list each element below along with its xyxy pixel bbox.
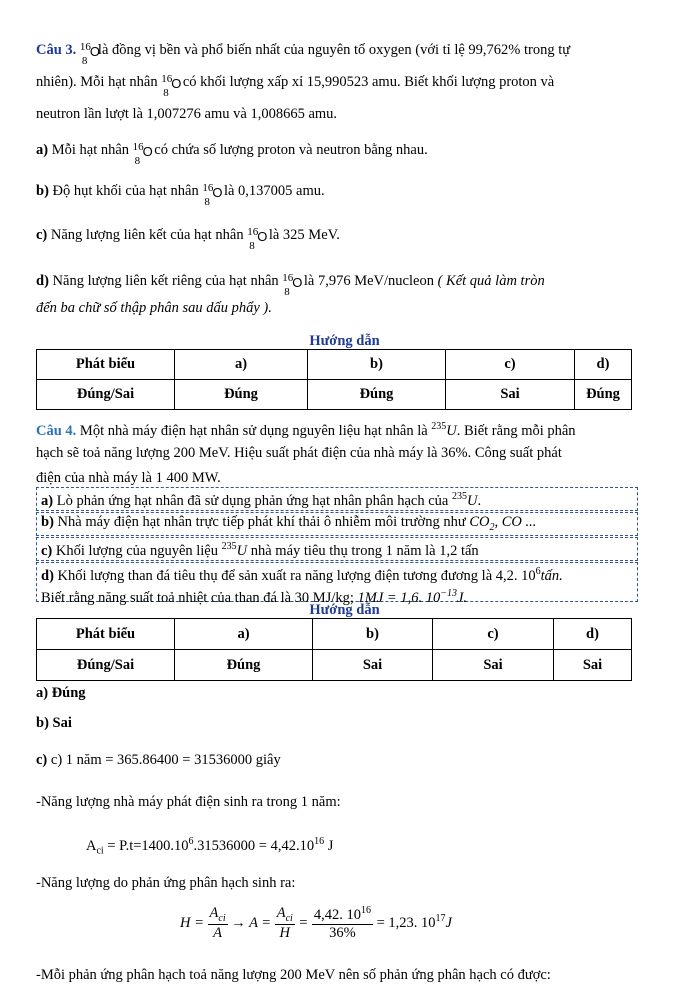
table-row: [37, 650, 632, 681]
q3-answer-table: [36, 349, 632, 410]
efficiency-formula: H = $\frac{A_{ci}}{A}$ → A = $\frac{A_{ci}}{H}$ = $\frac{4,42. 10^{16}}{36\%}$ = 1,23. $10^{17}J$: [180, 905, 452, 941]
q4-energy-year-label: -Năng lượng nhà máy phát điện sinh ra trong 1 năm:: [36, 794, 341, 810]
q3-statement-c: c) Năng lượng liên kết của hạt nhân 16 8 O là 325 MeV.: [36, 225, 340, 252]
table-cell: Sai: [433, 650, 554, 681]
q3-statement-a: a) Mỗi hạt nhân 16 8 O có chứa số lượng proton và neutron bằng nhau.: [36, 140, 428, 167]
oxygen-16-nucleus: 16 8 O: [132, 140, 153, 167]
table-header-row: [37, 350, 632, 380]
q3-statement-d-note: đến ba chữ số thập phân sau dấu phẩy ).: [36, 300, 272, 316]
oxygen-16-nucleus: 16 8 O: [282, 271, 303, 298]
table-cell: a): [175, 350, 308, 380]
table-header-row: [37, 619, 632, 650]
q3-label: Câu 3.: [36, 42, 77, 58]
oxygen-16-nucleus: 16 8 O: [202, 181, 223, 208]
q4-intro-line1: Câu 4. Một nhà máy điện hạt nhân sử dụng nguyên liệu hạt nhân là $^{235}$U. Biết rằng mỗi phân: [36, 421, 576, 439]
oxygen-16-nucleus: 16 8 O: [79, 40, 101, 67]
q4-answer-table: [36, 618, 632, 681]
q4-intro-line2: hạch sẽ toả năng lượng 200 MeV. Hiệu suất phát điện của nhà máy là 36%. Công suất phát: [36, 445, 562, 461]
q3-intro-line3: neutron lần lượt là 1,007276 amu và 1,008665 amu.: [36, 106, 338, 122]
q4-statement-c: c) Khối lượng của nguyên liệu $^{235}$U nhà máy tiêu thụ trong 1 năm là 1,2 tấn: [36, 537, 638, 561]
q4-energy-fission-label: -Năng lượng do phản ứng phân hạch sinh ra:: [36, 875, 296, 891]
q3-statement-b: b) Độ hụt khối của hạt nhân 16 8 O là 0,137005 amu.: [36, 181, 325, 208]
q4-answer-c: c) c) 1 năm = 365.86400 = 31536000 giây: [36, 752, 281, 768]
table-cell: b): [313, 619, 433, 650]
q4-statement-b: b) Nhà máy điện hạt nhân trực tiếp phát khí thải ô nhiễm môi trường như $CO_2$, CO ...: [36, 512, 638, 536]
table-cell: Đúng/Sai: [37, 650, 175, 681]
q4-intro-line3: điện của nhà máy là 1 400 MW.: [36, 470, 221, 486]
q4-guide-heading: Hướng dẫn: [309, 602, 380, 618]
table-cell: c): [433, 619, 554, 650]
q4-answer-a: a) Đúng: [36, 685, 86, 701]
table-cell: d): [575, 350, 632, 380]
table-cell: Sai: [313, 650, 433, 681]
table-cell: Sai: [554, 650, 632, 681]
table-cell: b): [308, 350, 446, 380]
fraction: $\frac{A_{ci}}{H}$: [276, 905, 293, 941]
table-cell: Phát biểu: [37, 619, 175, 650]
oxygen-16-nucleus: 16 8 O: [161, 72, 182, 99]
fraction: $\frac{A_{ci}}{A}$: [209, 905, 226, 941]
table-cell: d): [554, 619, 632, 650]
table-cell: Đúng: [175, 650, 313, 681]
q4-statement-d: d) Khối lượng than đá tiêu thụ để sản xuất ra năng lượng điện tương đương là 4,2. $10^6tấn$. Biết rằng năng suất toả nhiệt của than đá là 30 MJ/kg; 1MJ = 1,6. $10^{-13}J$.: [36, 562, 638, 602]
q4-answer-b: b) Sai: [36, 715, 72, 731]
table-cell: Đúng/Sai: [37, 380, 175, 410]
table-cell: Đúng: [575, 380, 632, 410]
fraction: $\frac{4,42. 10^{16}}{36\%}$: [313, 905, 371, 941]
table-row: [37, 380, 632, 410]
q3-intro-line1: Câu 3. 16 8 O là đồng vị bền và phổ biến nhất của nguyên tố oxygen (với tỉ lệ 99,762% trong tự: [36, 40, 571, 67]
q3-statement-d: d) Năng lượng liên kết riêng của hạt nhân 16 8 O là 7,976 MeV/nucleon ( Kết quả làm tròn: [36, 271, 545, 298]
table-cell: Đúng: [308, 380, 446, 410]
q4-last-line: -Mỗi phản ứng phân hạch toả năng lượng 200 MeV nên số phản ứng phân hạch có được:: [36, 967, 551, 983]
q3-intro-line2: nhiên). Mỗi hạt nhân 16 8 O có khối lượng xấp xỉ 15,990523 amu. Biết khối lượng proton và: [36, 72, 555, 99]
table-cell: Sai: [446, 380, 575, 410]
q4-statement-a: a) Lò phản ứng hạt nhân đã sử dụng phản ứng hạt nhân phân hạch của $^{235}$U.: [36, 487, 638, 511]
table-cell: Phát biểu: [37, 350, 175, 380]
oxygen-16-nucleus: 16 8 O: [247, 225, 268, 252]
table-cell: Đúng: [175, 380, 308, 410]
q4-aci-formula: $A_{ci} = P.t=1400.10^6.31536000 = 4,42.10^{16}$ J: [86, 836, 334, 857]
q4-label: Câu 4.: [36, 422, 77, 439]
table-cell: a): [175, 619, 313, 650]
table-cell: c): [446, 350, 575, 380]
q3-guide-heading: Hướng dẫn: [309, 333, 380, 349]
